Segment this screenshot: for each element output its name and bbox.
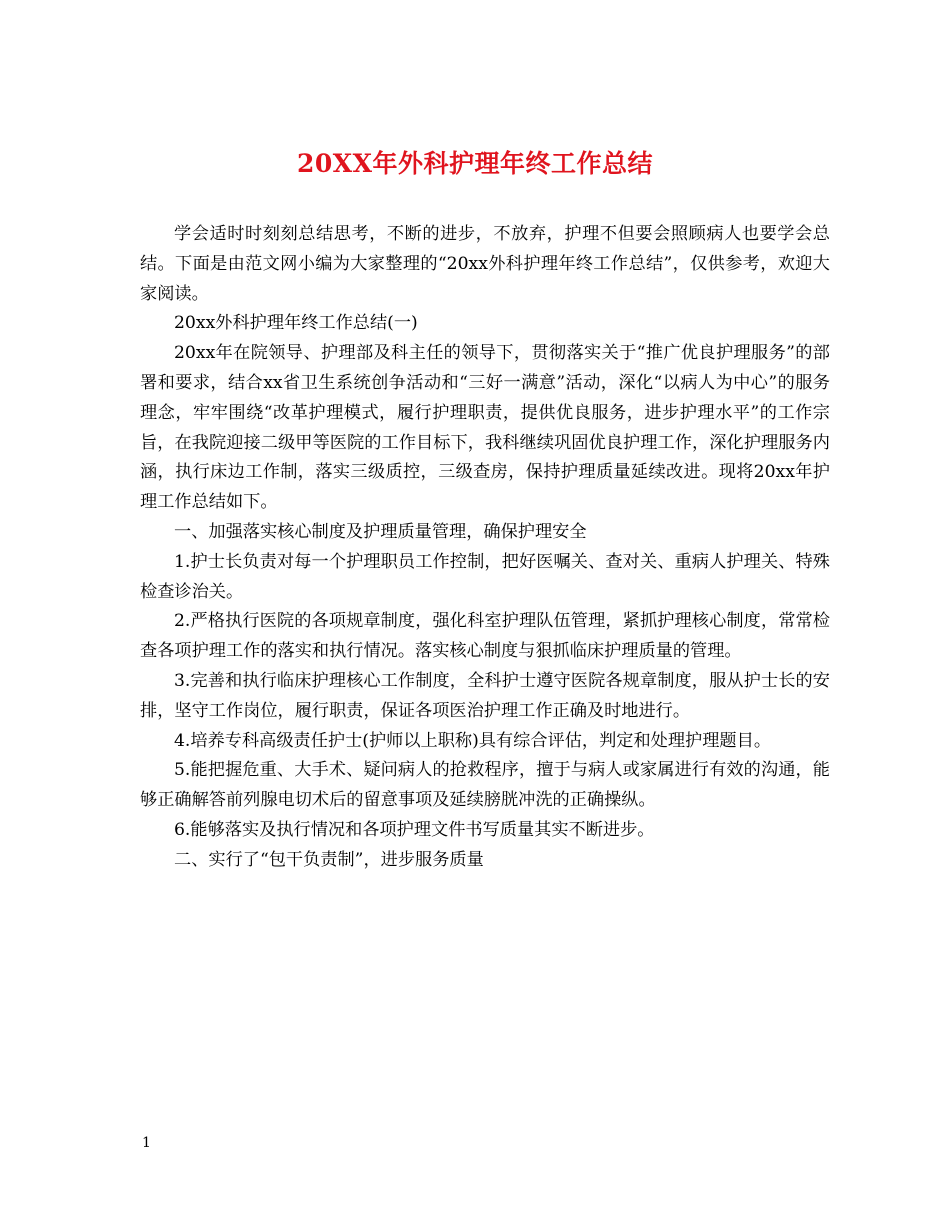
document-title: 20XX年外科护理年终工作总结 [296, 149, 654, 178]
page-number: 1 [142, 1135, 151, 1151]
paragraph-section-heading-1: 一、加强落实核心制度及护理质量管理，确保护理安全 [174, 521, 587, 542]
paragraph-item-2: 2.严格执行医院的各项规章制度，强化科室护理队伍管理，紧抓护理核心制度，常常检查各项护理工作的落实和执行情况。落实核心制度与狠抓临床护理质量的管理。 [140, 611, 830, 662]
paragraph-item-5: 5.能把握危重、大手术、疑问病人的抢救程序，擅于与病人或家属进行有效的沟通，能够正确解答前列腺电切术后的留意事项及延续膀胱冲洗的正确操纵。 [140, 760, 830, 811]
document-body [140, 220, 830, 876]
paragraph-item-4: 4.培养专科高级责任护士(护师以上职称)具有综合评估，判定和处理护理题目。 [174, 730, 772, 751]
paragraph-overview: 20xx年在院领导、护理部及科主任的领导下，贯彻落实关于“推广优良护理服务”的部署和要求，结合xx省卫生系统创争活动和“三好一满意”活动，深化“以病人为中心”的服务理念，牢牢围绕“改革护理模式，履行护理职责，提供优良服务，进步护理水平”的工作宗旨，在我院迎接二级甲等医院的工作目标下，我科继续巩固优良护理工作，深化护理服务内涵，执行床边工作制，落实三级质控，三级查房，保持护理质量延续改进。现将20xx年护理工作总结如下。 [140, 343, 830, 513]
paragraph-section-heading-2: 二、实行了“包干负责制”，进步服务质量 [174, 849, 484, 870]
paragraph-subtitle: 20xx外科护理年终工作总结(一) [174, 313, 418, 334]
paragraph-item-1: 1.护士长负责对每一个护理职员工作控制，把好医嘱关、查对关、重病人护理关、特殊检查诊治关。 [140, 551, 830, 602]
paragraph-intro: 学会适时时刻刻总结思考，不断的进步，不放弃，护理不但要会照顾病人也要学会总结。下面是由范文网小编为大家整理的“20xx外科护理年终工作总结”，仅供参考，欢迎大家阅读。 [140, 224, 830, 304]
paragraph-item-6: 6.能够落实及执行情况和各项护理文件书写质量其实不断进步。 [174, 819, 655, 840]
paragraph-item-3: 3.完善和执行临床护理核心工作制度，全科护士遵守医院各规章制度，服从护士长的安排，坚守工作岗位，履行职责，保证各项医治护理工作正确及时地进行。 [140, 670, 830, 721]
